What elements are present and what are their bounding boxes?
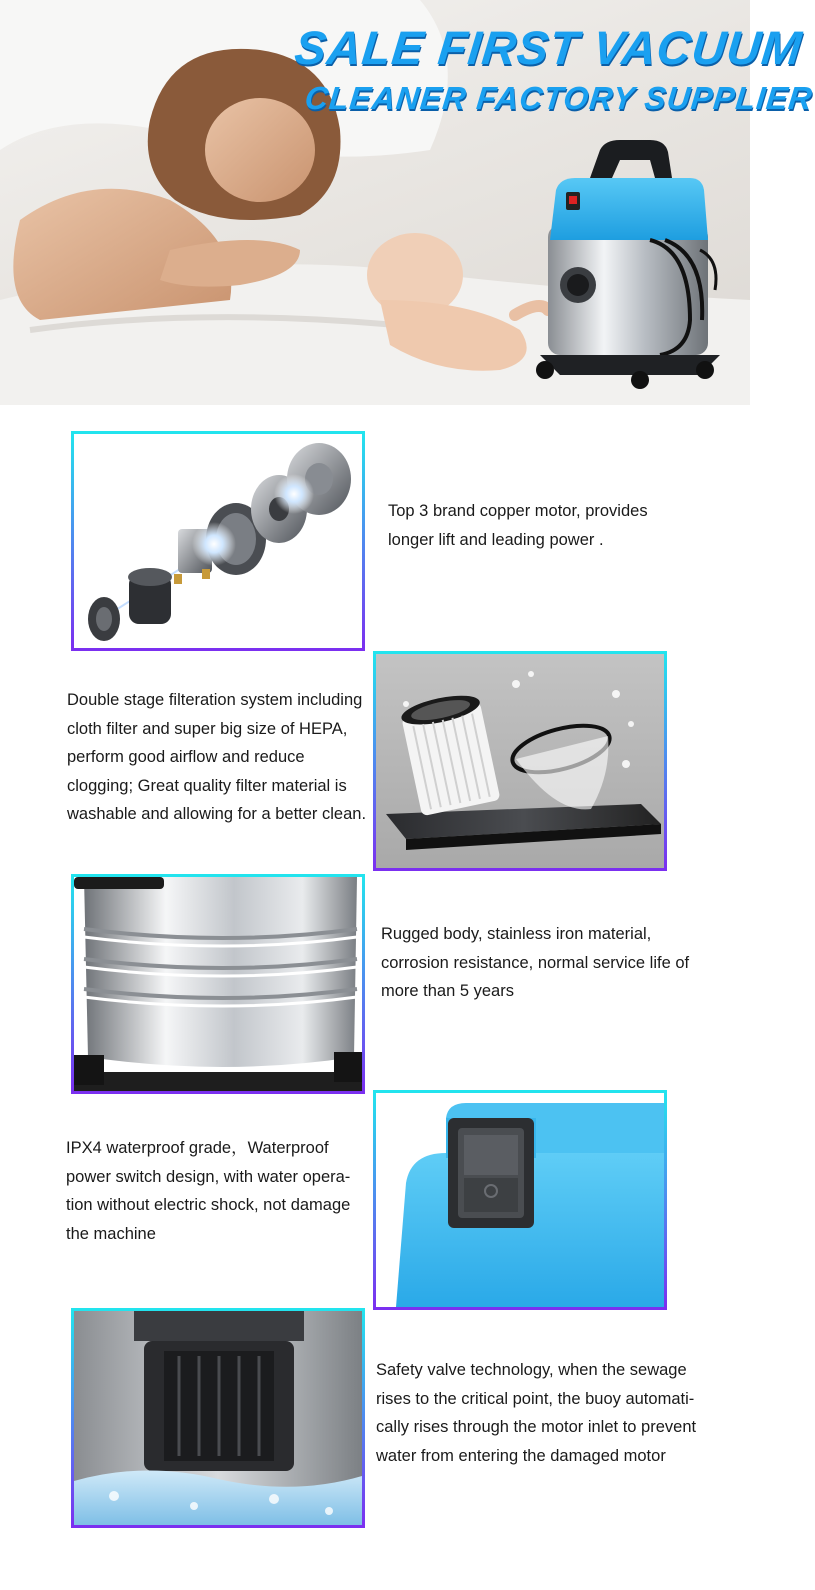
hero-title-line1: SALE FIRST VACUUM <box>292 21 805 74</box>
stainless-body-icon <box>74 877 362 1091</box>
feature-body-text: Rugged body, stainless iron material, corrosion resistance, normal service life of more than 5 years <box>381 925 690 1000</box>
feature-filter-text: Double stage filteration system including cloth filter and super big size of HEPA, perform good airflow and reduce clogging; Great quality filter material is washable and allowing for a better clean. <box>67 691 367 823</box>
power-switch-icon <box>376 1093 664 1307</box>
hero-banner <box>0 0 815 405</box>
feature-switch-text: IPX4 waterproof grade，Waterproof power switch design, with water opera-tion without electric shock, not damage the machine <box>66 1139 351 1243</box>
valve-image-frame <box>71 1308 365 1528</box>
hepa-filter-icon <box>376 654 664 868</box>
feature-valve-text: Safety valve technology, when the sewage rises to the critical point, the buoy automati-cally rises through the motor inlet to prevent water from entering the damaged motor <box>376 1361 697 1465</box>
filter-image-frame <box>373 651 667 871</box>
safety-valve-icon <box>74 1311 362 1525</box>
feature-motor-text: Top 3 brand copper motor, provides longer lift and leading power . <box>388 502 648 549</box>
hero-title-line2: CLEANER FACTORY SUPPLIER <box>303 80 815 116</box>
motor-image-frame <box>71 431 365 651</box>
switch-image-frame <box>373 1090 667 1310</box>
body-image-frame <box>71 874 365 1094</box>
vacuum-icon <box>536 140 720 389</box>
motor-exploded-icon <box>74 434 362 648</box>
